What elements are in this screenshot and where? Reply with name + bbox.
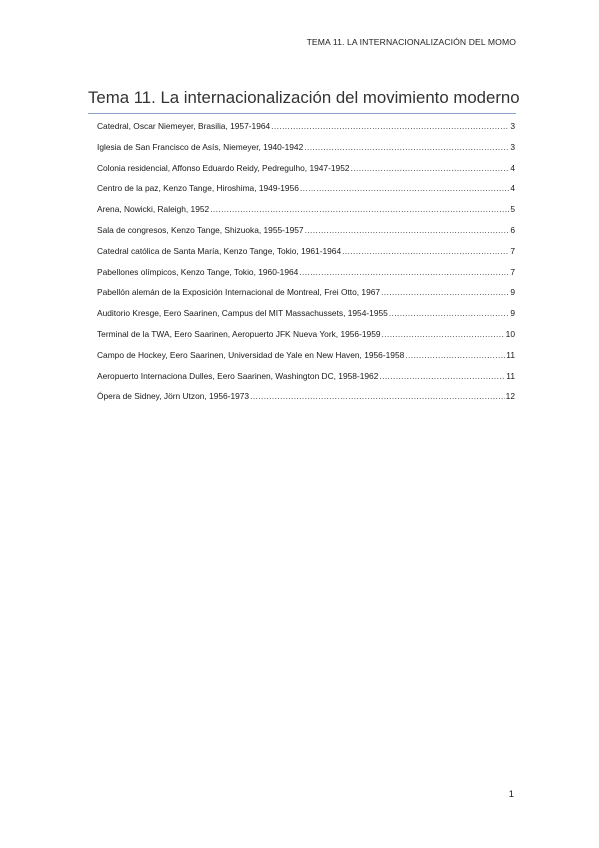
toc-dot-leader xyxy=(351,163,510,173)
toc-dot-leader xyxy=(342,246,509,256)
toc-entry-page: 9 xyxy=(510,287,515,298)
toc-dot-leader xyxy=(305,225,510,235)
toc-entry-title: Campo de Hockey, Eero Saarinen, Universidad de Yale en New Haven, 1956-1958 xyxy=(97,349,405,360)
toc-entry-page: 9 xyxy=(510,308,515,319)
toc-entry-page: 11 xyxy=(506,349,515,360)
toc-dot-leader xyxy=(299,267,509,277)
toc-entry[interactable] xyxy=(97,391,515,412)
toc-entry[interactable] xyxy=(97,204,515,225)
table-of-contents xyxy=(97,121,515,412)
toc-entry-title: Centro de la paz, Kenzo Tange, Hiroshima, 1949-1956 xyxy=(97,183,299,194)
toc-entry-page: 12 xyxy=(505,391,515,402)
toc-entry-title: Pabellones olímpicos, Kenzo Tange, Tokio, 1960-1964 xyxy=(97,266,299,277)
toc-dot-leader xyxy=(271,121,509,131)
toc-dot-leader xyxy=(379,371,505,381)
toc-entry-page: 11 xyxy=(506,370,515,381)
toc-entry[interactable] xyxy=(97,246,515,267)
toc-dot-leader xyxy=(381,287,509,297)
toc-dot-leader xyxy=(250,391,505,401)
toc-entry-page: 4 xyxy=(510,162,515,173)
toc-entry-title: Terminal de la TWA, Eero Saarinen, Aeropuerto JFK Nueva York, 1956-1959 xyxy=(97,328,381,339)
toc-entry[interactable] xyxy=(97,163,515,184)
toc-entry-title: Auditorio Kresge, Eero Saarinen, Campus del MIT Massachussets, 1954-1955 xyxy=(97,308,388,319)
toc-entry-page: 5 xyxy=(510,204,515,215)
toc-entry[interactable] xyxy=(97,142,515,163)
toc-entry-title: Colonia residencial, Affonso Eduardo Reidy, Pedregulho, 1947-1952 xyxy=(97,162,350,173)
toc-entry[interactable] xyxy=(97,183,515,204)
toc-entry-page: 7 xyxy=(510,266,515,277)
toc-entry[interactable] xyxy=(97,371,515,392)
page-title: Tema 11. La internacionalización del movimiento moderno xyxy=(88,88,520,107)
toc-dot-leader xyxy=(210,204,509,214)
toc-entry-title: Aeropuerto Internaciona Dulles, Eero Saarinen, Washington DC, 1958-1962 xyxy=(97,370,379,381)
toc-entry-page: 6 xyxy=(510,224,515,235)
toc-entry[interactable] xyxy=(97,267,515,288)
toc-entry[interactable] xyxy=(97,350,515,371)
toc-entry-title: Catedral, Oscar Niemeyer, Brasilia, 1957-1964 xyxy=(97,121,271,131)
toc-entry-page: 7 xyxy=(510,245,515,256)
toc-dot-leader xyxy=(389,308,510,318)
toc-entry[interactable] xyxy=(97,225,515,246)
toc-entry[interactable] xyxy=(97,329,515,350)
toc-entry-page: 3 xyxy=(510,121,515,131)
toc-entry-title: Catedral católica de Santa María, Kenzo Tange, Tokio, 1961-1964 xyxy=(97,245,342,256)
toc-entry-title: Sala de congresos, Kenzo Tange, Shizuoka, 1955-1957 xyxy=(97,224,304,235)
toc-dot-leader xyxy=(300,183,509,193)
toc-entry[interactable] xyxy=(97,121,515,142)
toc-dot-leader xyxy=(304,142,509,152)
toc-entry-page: 3 xyxy=(510,141,515,152)
toc-entry-title: Pabellón alemán de la Exposición Internacional de Montreal, Frei Otto, 1967 xyxy=(97,287,381,298)
toc-entry-title: Iglesia de San Francisco de Asís, Niemeyer, 1940-1942 xyxy=(97,141,304,152)
toc-entry-title: Arena, Nowicki, Raleigh, 1952 xyxy=(97,204,210,215)
toc-entry-page: 10 xyxy=(505,328,515,339)
toc-dot-leader xyxy=(405,350,505,360)
page-number: 1 xyxy=(508,789,514,800)
toc-entry-page: 4 xyxy=(510,183,515,194)
toc-entry[interactable] xyxy=(97,287,515,308)
toc-entry-title: Ópera de Sidney, Jörn Utzon, 1956-1973 xyxy=(97,391,250,402)
running-header: TEMA 11. LA INTERNACIONALIZACIÓN DEL MOMO xyxy=(306,37,516,47)
title-underline xyxy=(88,113,516,114)
toc-entry[interactable] xyxy=(97,308,515,329)
toc-dot-leader xyxy=(382,329,505,339)
